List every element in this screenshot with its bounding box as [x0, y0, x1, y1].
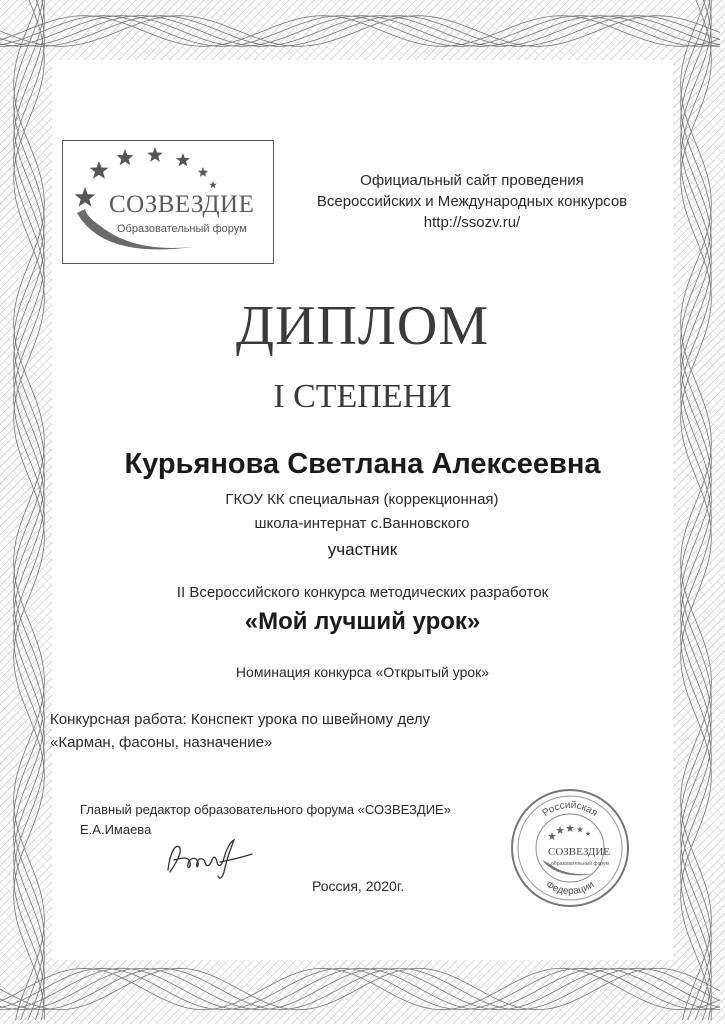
- stamp-top-text: Российская: [540, 799, 600, 820]
- logo-name: СОЗВЕЗДИЕ: [109, 191, 255, 218]
- editor-position: Главный редактор образовательного форума «СОЗВЕЗДИЕ»: [80, 802, 451, 817]
- diploma-title: ДИПЛОМ: [235, 295, 490, 357]
- signature-icon: [160, 832, 270, 882]
- sozvezdie-logo: [62, 140, 274, 264]
- organization-line2: школа-интернат с.Ванновского: [254, 515, 470, 532]
- recipient-role: участник: [327, 540, 398, 559]
- site-info: [282, 170, 662, 233]
- stamp-sub-text: образовательный форум: [551, 861, 609, 867]
- editor-block: [80, 800, 520, 840]
- svg-text:Российская: [541, 800, 600, 819]
- organization-line1: ГКОУ КК специальная (коррекционная): [225, 491, 499, 508]
- place-date: Россия, 2020г.: [312, 878, 405, 894]
- contest-title: «Мой лучший урок»: [244, 608, 481, 635]
- editor-name: Е.А.Имаева: [80, 822, 152, 837]
- site-info-line1: Официальный сайт проведения: [360, 172, 584, 189]
- recipient-name: Курьянова Светлана Алексеевна: [124, 448, 601, 480]
- stamp-bottom-text: Федерации: [543, 879, 597, 898]
- contest-work: [50, 708, 650, 754]
- site-url: http://ssozv.ru/: [423, 214, 521, 231]
- organization: [132, 488, 592, 536]
- contest-work-line2: «Карман, фасоны, назначение»: [50, 734, 273, 751]
- nomination: Номинация конкурса «Открытый урок»: [235, 664, 490, 680]
- logo-subtitle: Образовательный форум: [117, 223, 247, 235]
- diploma-degree: I СТЕПЕНИ: [273, 378, 452, 415]
- contest-name: II Всероссийского конкурса методических разработок: [176, 584, 549, 601]
- site-info-line2: Всероссийских и Международных конкурсов: [316, 193, 628, 210]
- stamp-center-text: СОЗВЕЗДИЕ: [548, 846, 610, 858]
- contest-work-line1: Конкурсная работа: Конспект урока по швейному делу: [50, 711, 431, 728]
